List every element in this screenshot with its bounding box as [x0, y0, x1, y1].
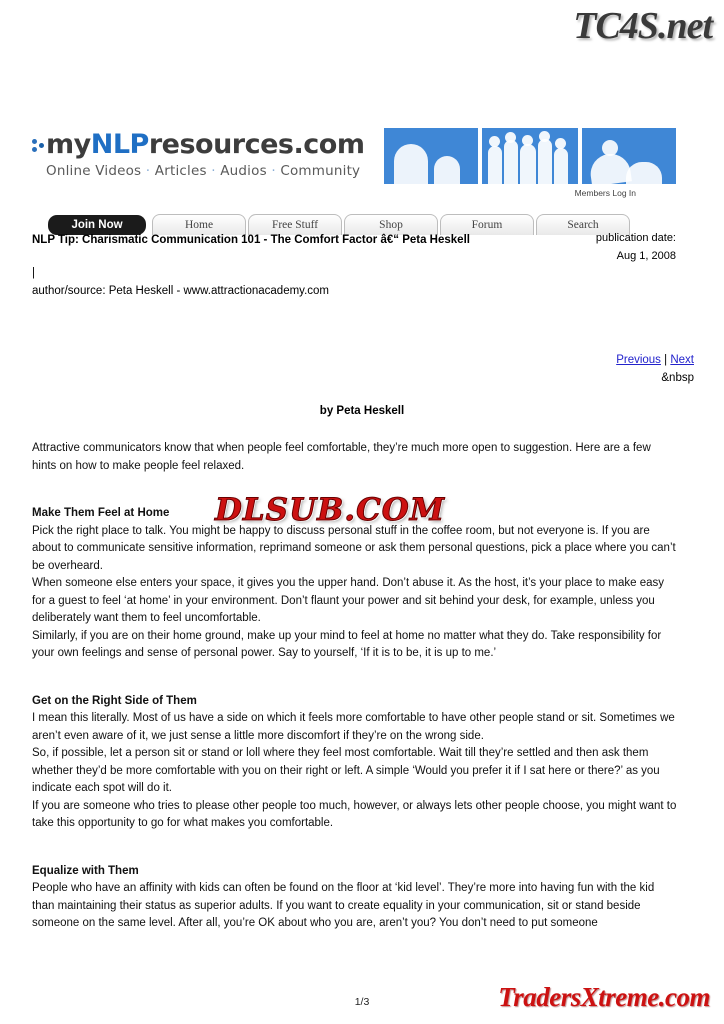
tagline-item-community: Community — [280, 163, 361, 179]
section-2-paragraph-0: People who have an affinity with kids can often be found on the floor at ‘kid level’. They’re more into having fun with the kid than maintaining their status as superior adults. If you want to create equality in your communication, sit or stand beside someone on the same level. After all, you’re OK about who you are, aren’t you? You don’t need to put someone — [32, 882, 655, 929]
pager-nbsp-text: &nbsp — [661, 372, 694, 384]
site-banner — [32, 130, 638, 200]
article-header — [32, 232, 692, 262]
article-pager — [616, 354, 694, 366]
nav-tab-free-stuff[interactable]: Free Stuff — [248, 214, 342, 235]
members-login-link[interactable]: Members Log In — [574, 188, 636, 198]
tagline-item-audios: Audios — [220, 163, 267, 179]
nav-tab-shop[interactable]: Shop — [344, 214, 438, 235]
article-pipe-separator: | — [32, 267, 35, 279]
nav-tab-forum[interactable]: Forum — [440, 214, 534, 235]
dlsub-watermark: DLSUB.COM — [215, 492, 446, 528]
section-1-paragraph-1: So, if possible, let a person sit or stand or loll where they feel most comfortable. Wait till they’re settled and then ask them whether they’d be more comfortable with you on their right or left. A simple ‘Would you prefer it if I sat here or there?’ as you indicate each spot will do it. — [32, 747, 660, 794]
page-number: 1/3 — [354, 996, 370, 1008]
tagline-item-videos: Online Videos — [46, 163, 142, 179]
logo-part-resources: resources — [148, 129, 294, 160]
section-0-paragraph-1: When someone else enters your space, it gives you the upper hand. Don’t abuse it. As the host, it’s your place to make easy for a guest to feel ‘at home’ in your environment. Don’t flaunt your power and sit behind your desk, for example, unless you deliberately want them to feel uncomfortable. — [32, 577, 665, 624]
section-title-get-on-the-right-side-of-them: Get on the Right Side of Them — [32, 694, 197, 707]
pager-separator: | — [664, 354, 668, 366]
section-title-make-them-feel-at-home: Make Them Feel at Home — [32, 507, 170, 519]
previous-link[interactable]: Previous — [616, 354, 661, 366]
section-1-paragraph-2: If you are someone who tries to please other people too much, however, or always lets other people choose, you might want to take this opportunity to go for what makes you comfortable. — [32, 799, 677, 829]
logo-wordmark — [32, 130, 380, 160]
banner-photo-group — [482, 128, 578, 184]
publication-date-label: publication date: — [595, 232, 676, 244]
banner-photo-couple — [384, 128, 478, 184]
logo-dots-icon — [32, 136, 46, 156]
next-link[interactable]: Next — [670, 354, 694, 366]
section-1-paragraph-0: I mean this literally. Most of us have a side on which it feels more comfortable to have other people stand or sit. Sometimes we aren’t even aware of it, we just sense a little more discomfort if they’re on the wrong side. — [32, 712, 675, 742]
nav-tab-search[interactable]: Search — [536, 214, 630, 235]
logo-tagline: Online Videos · Articles · Audios · Community — [46, 163, 361, 179]
nav-tab-home[interactable]: Home — [152, 214, 246, 235]
article-author-source: author/source: Peta Heskell - www.attractionacademy.com — [32, 285, 329, 297]
tc4s-watermark: TC4S.net — [573, 5, 712, 47]
publication-date-value: Aug 1, 2008 — [616, 250, 676, 262]
logo-part-dotcom: .com — [293, 129, 365, 160]
section-0-paragraph-0: Pick the right place to talk. You might be happy to discuss personal stuff in the coffee room, but not everyone is. If you are about to communicate sensitive information, reprimand someone or ask them personal questions, pick a place where you can’t be overheard. — [32, 524, 676, 572]
tradersxtreme-watermark: TradersXtreme.com — [498, 982, 710, 1012]
article-headline: NLP Tip: Charismatic Communication 101 - The Comfort Factor â€“ Peta Heskell — [32, 234, 470, 246]
article-intro-paragraph: Attractive communicators know that when people feel comfortable, they’re much more open to suggestion. Here are a few hints on how to make people feel relaxed. — [32, 442, 651, 472]
banner-photo-strip — [384, 128, 676, 184]
nav-tab-join-now[interactable]: Join Now — [48, 215, 146, 235]
banner-photo-people — [582, 128, 676, 184]
article-byline: by Peta Heskell — [319, 405, 405, 417]
tagline-item-articles: Articles — [154, 163, 207, 179]
site-logo[interactable] — [32, 130, 380, 179]
logo-part-nlp: NLP — [90, 129, 149, 160]
section-0-paragraph-2: Similarly, if you are on their home ground, make up your mind to feel at home no matter what they do. Take responsibility for your own feelings and sense of personal power. Say to yourself, ‘If it is to be, it is up to me.’ — [32, 629, 662, 659]
section-title-equalize-with-them: Equalize with Them — [32, 864, 139, 877]
logo-part-my: my — [46, 129, 91, 160]
